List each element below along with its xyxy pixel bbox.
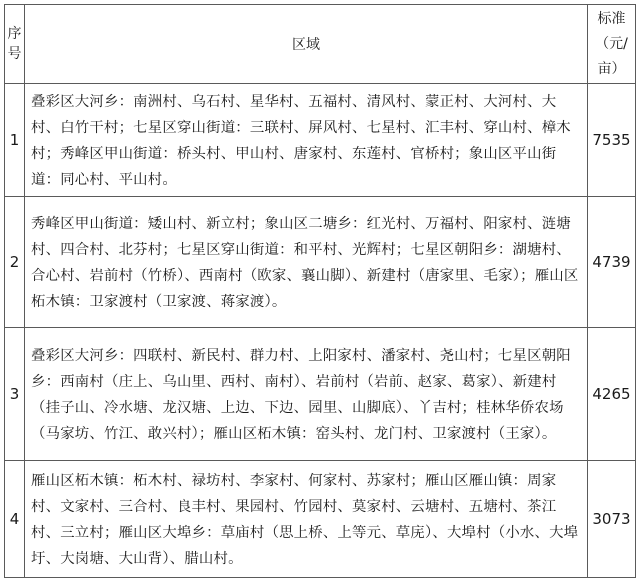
row-standard: 7535 xyxy=(587,84,635,197)
row-area: 叠彩区大河乡：南洲村、乌石村、星华村、五福村、清风村、蒙正村、大河村、大村、白竹干村；七星区穿山街道：三联村、屏风村、七星村、汇丰村、穿山村、樟木村；秀峰区甲山街道：桥头村、甲山村、唐家村、东莲村、官桥村；象山区平山街道：同心村、平山村。 xyxy=(25,84,588,197)
row-standard: 4739 xyxy=(587,197,635,328)
table-row xyxy=(5,461,636,578)
row-standard: 3073 xyxy=(587,461,635,578)
header-index xyxy=(5,5,25,84)
header-standard-line: 标准 xyxy=(597,10,626,27)
header-index-char: 序 xyxy=(7,26,22,42)
table-row xyxy=(5,197,636,328)
row-index: 1 xyxy=(5,84,25,197)
header-area: 区域 xyxy=(25,5,588,84)
row-area: 秀峰区甲山街道：矮山村、新立村；象山区二塘乡：红光村、万福村、阳家村、涟塘村、四合村、北芬村；七星区穿山街道：和平村、光辉村；七星区朝阳乡：湖塘村、合心村、岩前村（竹桥）、西南村（欧家、襄山脚）、新建村（唐家里、毛家）；雁山区柘木镇：卫家渡村（卫家渡、蒋家渡）。 xyxy=(25,197,588,328)
row-index: 3 xyxy=(5,328,25,461)
row-index: 2 xyxy=(5,197,25,328)
header-standard-line: 亩） xyxy=(597,60,626,77)
table-row xyxy=(5,84,636,197)
header-standard xyxy=(587,5,635,84)
row-standard: 4265 xyxy=(587,328,635,461)
row-area: 雁山区柘木镇：柘木村、禄坊村、李家村、何家村、苏家村；雁山区雁山镇：周家村、文家村、三合村、良丰村、果园村、竹园村、莫家村、云塘村、五塘村、茶江村、三立村；雁山区大埠乡：草庙村（思上桥、上等元、草庑）、大埠村（小水、大埠圩、大岗塘、大山背）、腊山村。 xyxy=(25,461,588,578)
header-standard-line: （元/ xyxy=(595,35,628,52)
row-index: 4 xyxy=(5,461,25,578)
row-area: 叠彩区大河乡：四联村、新民村、群力村、上阳家村、潘家村、尧山村；七星区朝阳乡：西南村（庄上、乌山里、西村、南村）、岩前村（岩前、赵家、葛家）、新建村（挂子山、冷水塘、龙汉塘、上边、下边、园里、山脚底）、丫吉村；桂林华侨农场（马家坊、竹江、敢兴村）；雁山区柘木镇：窑头村、龙门村、卫家渡村（王家）。 xyxy=(25,328,588,461)
compensation-standard-table xyxy=(4,4,636,578)
table-header-row xyxy=(5,5,636,84)
header-index-char: 号 xyxy=(7,46,22,62)
table-row xyxy=(5,328,636,461)
